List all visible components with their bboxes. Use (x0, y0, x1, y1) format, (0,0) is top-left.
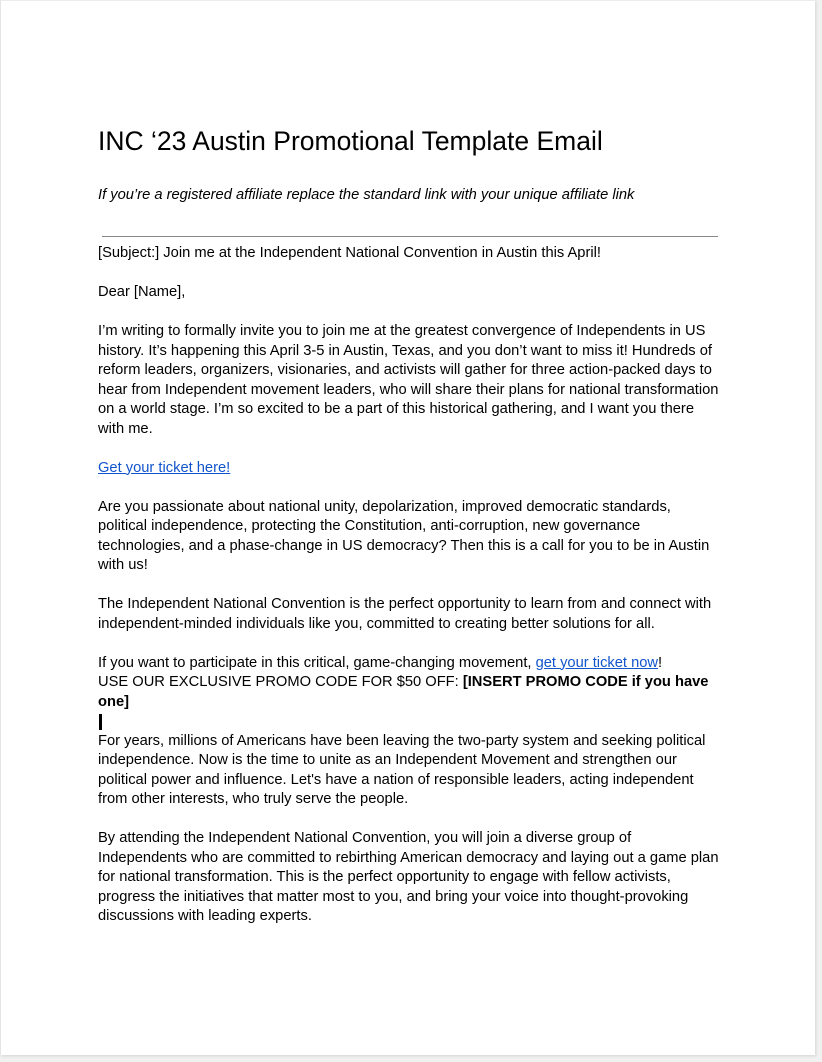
paragraph-attending: By attending the Independent National Convention, you will join a diverse group of Independents who are committed to rebirthing American democracy and laying out a game plan for national transformation. This is the perfect opportunity to engage with fellow activists, progress the initiatives that matter most to you, and bring your voice into thought-provoking discussions with leading experts. (98, 830, 719, 924)
promo-line (98, 673, 722, 712)
cta-suffix: ! (658, 654, 663, 671)
document-title: INC ‘23 Austin Promotional Template Email (98, 126, 603, 156)
promo-prefix: USE OUR EXCLUSIVE PROMO CODE FOR $50 OFF: (98, 674, 463, 690)
promo-placeholder: [INSERT PROMO CODE if you have one] (98, 674, 709, 710)
paragraph-invite: I’m writing to formally invite you to join me at the greatest convergence of Independents in US history. It’s happening this April 3-5 in Austin, Texas, and you don’t want to miss it! Hundreds of reform leaders, organizers, visionaries, and activists will gather for three action-packed days to hear from Independent movement leaders, who will share their plans for national transformation on a world stage. I’m so excited to be a part of this historical gathering, and I want you there with me. (98, 323, 719, 437)
paragraph-opportunity: The Independent National Convention is the perfect opportunity to learn from and connect with independent-minded individuals like you, committed to creating better solutions for all. (98, 596, 712, 632)
text-cursor (99, 714, 102, 730)
paragraph-passionate: Are you passionate about national unity, depolarization, improved democratic standards, political independence, protecting the Constitution, anti-corruption, new governance technologies, and a phase-change in US democracy? Then this is a call for you to be in Austin with us! (98, 498, 710, 573)
ticket-link-line (98, 459, 722, 479)
cta-line (98, 654, 722, 674)
get-ticket-now-link[interactable]: get your ticket now (535, 654, 659, 671)
affiliate-note: If you’re a registered affiliate replace the standard link with your unique affiliate link (98, 187, 635, 203)
paragraph-years: For years, millions of Americans have been leaving the two-party system and seeking political independence. Now is the time to unite as an Independent Movement and strengthen our political power and influence. Let's have a nation of responsible leaders, acting independent from other interests, who truly serve the people. (98, 732, 706, 807)
horizontal-rule (102, 236, 718, 237)
cursor-line[interactable] (98, 712, 722, 732)
cta-prefix: If you want to participate in this critical, game-changing movement, (98, 654, 536, 671)
subject-line: [Subject:] Join me at the Independent National Convention in Austin this April! (98, 245, 601, 261)
greeting: Dear [Name], (98, 284, 186, 300)
get-ticket-link[interactable]: Get your ticket here! (98, 459, 231, 476)
email-body[interactable] (98, 244, 722, 946)
